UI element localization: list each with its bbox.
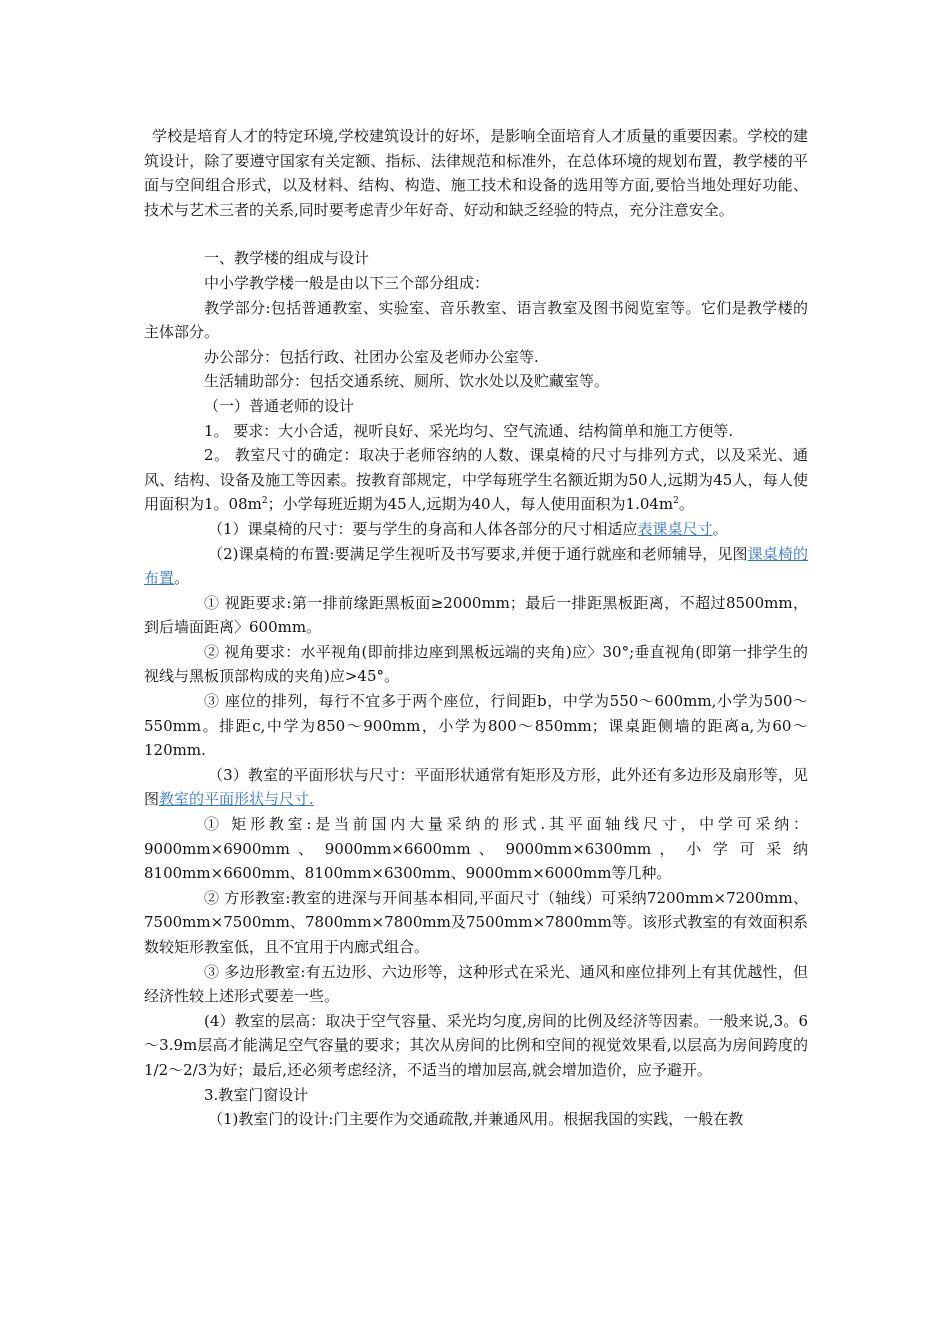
auxiliary-part: 生活辅助部分：包括交通系统、厕所、饮水处以及贮藏室等。 [204, 372, 610, 391]
desk-size-end: 。 [712, 519, 728, 538]
classroom-size-item [144, 443, 808, 517]
desk-size-paragraph [144, 517, 808, 542]
superscript: 2 [673, 496, 679, 507]
classroom-size-text: 2。 教室尺寸的确定：取决于老师容纳的人数、课桌椅的尺寸与排列方式，以及采光、通风、结构、设备及施工等因素。按教育部规定，中学每班学生名额近期为50人,远期为45人，每人使用面积为1。08m [144, 446, 808, 514]
document-page [144, 124, 808, 1132]
seat-arrangement-item: ③ 座位的排列，每行不宜多于两个座位，行间距b，中学为550～600mm,小学为500～550mm。排距c,中学为850～900mm，小学为800～850mm；课桌距侧墙的距离a,为60～120mm. [144, 692, 808, 760]
desk-size-text: （1）课桌椅的尺寸：要与学生的身高和人体各部分的尺寸相适应 [208, 519, 638, 538]
desk-layout-paragraph [144, 542, 808, 591]
plan-shape-paragraph [144, 763, 808, 812]
square-classroom-item: ② 方形教室:教室的进深与开间基本相同,平面尺寸（轴线）可采纳7200mm×7200mm、7500mm×7500mm、7800mm×7800mm及7500mm×7800mm等。该形式教室的有效面积系数较矩形教室低，且不宜用于内廊式组合。 [144, 888, 808, 956]
desk-size-table-link[interactable]: 表课桌尺寸 [637, 519, 713, 538]
door-window-heading: 3.教室门窗设计 [204, 1085, 309, 1104]
office-part: 办公部分：包括行政、社团办公室及老师办公室等. [204, 347, 539, 366]
subsection-heading: （一）普通老师的设计 [204, 396, 355, 415]
plan-shape-text: （3）教室的平面形状与尺寸：平面形状通常有矩形及方形，此外还有多边形及扇形等，见图 [144, 765, 808, 809]
door-design-item: （1)教室门的设计:门主要作为交通疏散,并兼通风用。根据我国的实践，一般在教 [208, 1110, 744, 1129]
rectangular-classroom-item: ① 矩形教室:是当前国内大量采纳的形式.其平面轴线尺寸，中学可采纳：9000mm×6900mm 、 9000mm×6600mm 、 9000mm×6300mm ， 小 学 可 采 纳8100mm×6600mm、8100mm×6300mm、9000mm×6000mm等几种。 [144, 815, 808, 883]
desk-layout-text: （2)课桌椅的布置:要满足学生视听及书写要求,并便于通行就座和老师辅导，见图 [208, 544, 748, 563]
viewing-distance-item: ① 视距要求:第一排前缘距黑板面≥2000mm；最后一排距黑板距离，不超过8500mm，到后墙面距离〉600mm。 [144, 593, 808, 637]
classroom-size-text-end: 。 [678, 495, 694, 514]
requirements-item: 1。 要求：大小合适，视听良好、采光均匀、空气流通、结构简单和施工方便等. [204, 421, 734, 440]
composition-intro: 中小学教学楼一般是由以下三个部分组成： [204, 273, 490, 292]
classroom-size-text-mid: ；小学每班近期为45人,远期为40人，每人使用面积为1.04m [267, 495, 674, 514]
desk-layout-figure-link[interactable]: 课桌椅的布置 [144, 544, 808, 588]
floor-height-item: (4）教室的层高：取决于空气容量、采光均匀度,房间的比例及经济等因素。一般来说,3。6～3.9m层高才能满足空气容量的要求；其次从房间的比例和空间的视觉效果看,以层高为房间跨度的1/2～2/3为好；最后,还必须考虑经济，不适当的增加层高,就会增加造价，应予避开。 [144, 1011, 808, 1079]
desk-layout-end: 。 [174, 569, 190, 588]
section-heading: 一、教学楼的组成与设计 [204, 249, 370, 268]
intro-paragraph: 学校是培育人才的特定环境,学校建筑设计的好坏，是影响全面培育人才质量的重要因素。学校的建筑设计，除了要遵守国家有关定额、指标、法律规范和标准外，在总体环境的规划布置，教学楼的平面与空间组合形式，以及材料、结构、构造、施工技术和设备的选用等方面,要恰当地处理好功能、技术与艺术三者的关系,同时要考虑青少年好奇、好动和缺乏经验的特点，充分注意安全。 [144, 127, 808, 219]
superscript: 2 [261, 496, 268, 507]
paragraph-gap [144, 222, 808, 246]
viewing-angle-item: ② 视角要求：水平视角(即前排边座到黑板远端的夹角)应〉30°;垂直视角(即第一排学生的视线与黑板顶部构成的夹角)应>45°。 [144, 642, 808, 686]
polygon-classroom-item: ③ 多边形教室:有五边形、六边形等，这种形式在采光、通风和座位排列上有其优越性，但经济性较上述形式要差一些。 [144, 962, 808, 1006]
teaching-part: 教学部分:包括普通教室、实验室、音乐教室、语言教室及图书阅览室等。它们是教学楼的主体部分。 [144, 298, 808, 342]
plan-shape-figure-link[interactable]: 教室的平面形状与尺寸. [159, 790, 314, 809]
